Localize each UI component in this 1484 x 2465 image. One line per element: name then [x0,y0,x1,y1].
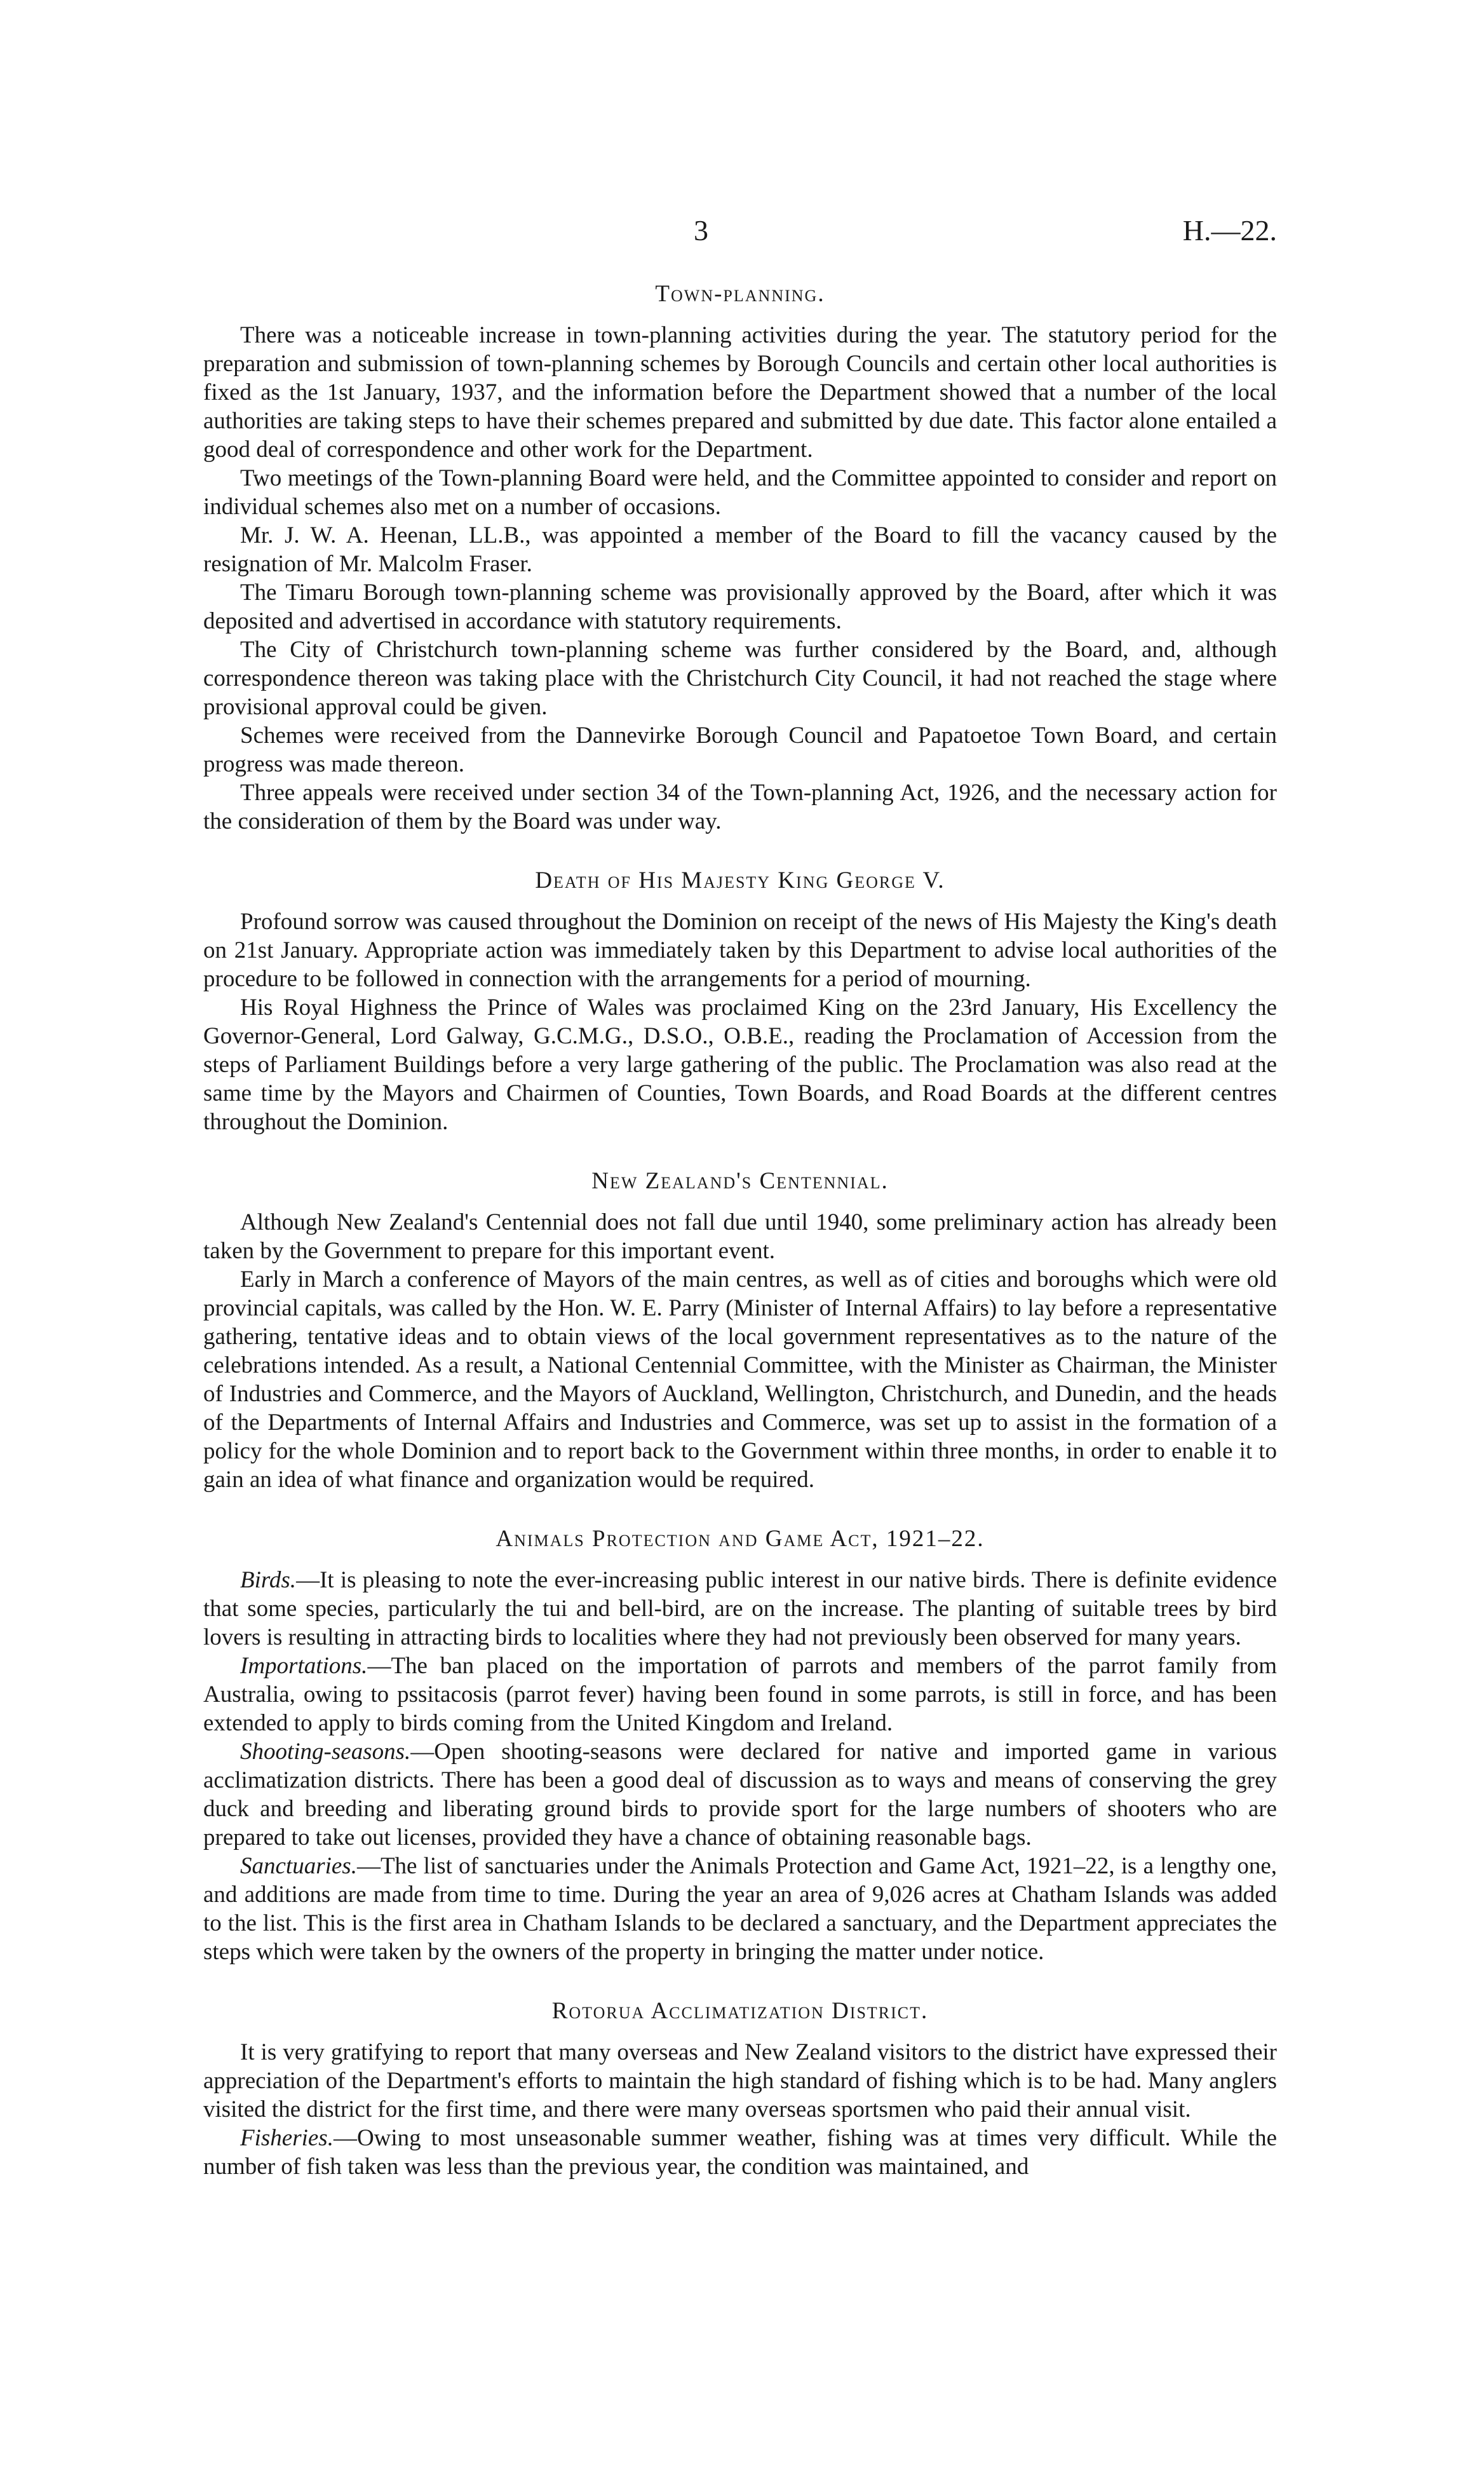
section-death-of-king [203,866,1277,1136]
paragraph-text: Three appeals were received under section 34 of the Town-planning Act, 1926, and the necessary action for the consideration of them by the Board was under way. [203,780,1277,834]
paragraph-text: Two meetings of the Town-planning Board were held, and the Committee appointed to consider and report on individual schemes also met on a number of occasions. [203,465,1277,520]
section-heading: Rotorua Acclimatization District. [551,1998,929,2024]
paragraph-text: It is very gratifying to report that many overseas and New Zealand visitors to the district have expressed their appreciation of the Department's efforts to maintain the high standard of fishing which is to be had. Many anglers visited the district for the first time, and there were many overseas sportsmen who paid their annual visit. [203,2039,1277,2122]
paragraph [203,464,1277,521]
paragraph-text: Although New Zealand's Centennial does not fall due until 1940, some preliminary action has already been taken by the Government to prepare for this important event. [203,1209,1277,1264]
paragraph [203,1652,1277,1737]
paragraph [203,521,1277,578]
paragraph-lead: Fisheries. [240,2125,334,2151]
section-animals-protection [203,1524,1277,1966]
paragraph-text: —Open shooting-seasons were declared for native and imported game in various acclimatization districts. There has been a good deal of discussion as to ways and means of conserving the grey duck and breeding and liberating ground birds to provide sport for the large numbers of shooters who are prepared to take out licenses, provided they have a chance of obtaining reasonable bags. [203,1739,1277,1850]
paragraph [203,321,1277,464]
paragraph-text: Schemes were received from the Dannevirke Borough Council and Papatoetoe Town Board, and certain progress was made thereon. [203,723,1277,777]
paragraph [203,2038,1277,2124]
section-centennial [203,1167,1277,1494]
document-reference: H.—22. [1182,214,1277,247]
paragraph-text: —The list of sanctuaries under the Animals Protection and Game Act, 1921–22, is a lengthy one, and additions are made from time to time. During the year an area of 9,026 acres at Chatham Islands was added to the list. This is the first area in Chatham Islands to be declared a sanctuary, and the Department appreciates the steps which were taken by the owners of the property in bringing the matter under notice. [203,1853,1277,1965]
paragraph-lead: Birds. [240,1567,297,1593]
paragraph [203,778,1277,836]
paragraph [203,721,1277,778]
paragraph-lead: Sanctuaries. [240,1853,357,1879]
paragraph-text: The City of Christchurch town-planning scheme was further considered by the Board, and, although correspondence thereon was taking place with the Christchurch City Council, it had not reached the stage where provisional approval could be given. [203,637,1277,720]
paragraph [203,635,1277,721]
paragraph [203,1208,1277,1265]
paragraph-text: —Owing to most unseasonable summer weather, fishing was at times very difficult. While the number of fish taken was less than the previous year, the condition was maintained, and [203,2125,1277,2180]
paragraph-text: —It is pleasing to note the ever-increasing public interest in our native birds. There is definite evidence that some species, particularly the tui and bell-bird, are on the increase. The planting of suitable trees by bird lovers is resulting in attracting birds to localities where they had not previously been observed for many years. [203,1567,1277,1650]
section-rotorua [203,1997,1277,2181]
paragraph [203,578,1277,635]
section-heading: Death of His Majesty King George V. [535,867,945,893]
paragraph-text: —The ban placed on the importation of parrots and members of the parrot family from Australia, owing to pssitacosis (parrot fever) having been found in some parrots, is still in force, and has been extended to apply to birds coming from the United Kingdom and Ireland. [203,1653,1277,1736]
paragraph-text: His Royal Highness the Prince of Wales was proclaimed King on the 23rd January, His Excellency the Governor-General, Lord Galway, G.C.M.G., D.S.O., O.B.E., reading the Proclamation of Accession from the steps of Parliament Buildings before a very large gathering of the public. The Proclamation was also read at the same time by the Mayors and Chairmen of Counties, Town Boards, and Road Boards at the different centres throughout the Dominion. [203,995,1277,1135]
section-heading: New Zealand's Centennial. [591,1168,889,1194]
paragraph-text: Early in March a conference of Mayors of the main centres, as well as of cities and boroughs which were old provincial capitals, was called by the Hon. W. E. Parry (Minister of Internal Affairs) to lay before a representative gathering, tentative ideas and to obtain views of the local government representatives as to the nature of the celebrations intended. As a result, a National Centennial Committee, with the Minister as Chairman, the Minister of Industries and Commerce, and the Mayors of Auckland, Wellington, Christchurch, and Dunedin, and the heads of the Departments of Internal Affairs and Industries and Commerce, was set up to assist in the formation of a policy for the whole Dominion and to report back to the Government within three months, in order to enable it to gain an idea of what finance and organization would be required. [203,1266,1277,1493]
paragraph [203,1566,1277,1652]
paragraph-text: Profound sorrow was caused throughout the Dominion on receipt of the news of His Majesty the King's death on 21st January. Appropriate action was immediately taken by this Department to advise local authorities of the procedure to be followed in connection with the arrangements for a period of mourning. [203,909,1277,992]
page-body [203,280,1277,2211]
paragraph [203,1265,1277,1494]
paragraph [203,993,1277,1136]
paragraph-text: There was a noticeable increase in town-planning activities during the year. The statutory period for the preparation and submission of town-planning schemes by Borough Councils and certain other local authorities is fixed as the 1st January, 1937, and the information before the Department showed that a number of the local authorities are taking steps to have their schemes prepared and submitted by due date. This factor alone entailed a good deal of correspondence and other work for the Department. [203,322,1277,463]
page-number: 3 [694,214,708,247]
paragraph [203,1852,1277,1966]
paragraph [203,2124,1277,2181]
paragraph [203,907,1277,993]
paragraph [203,1737,1277,1852]
paragraph-text: Mr. J. W. A. Heenan, LL.B., was appointed a member of the Board to fill the vacancy caused by the resignation of Mr. Malcolm Fraser. [203,522,1277,577]
paragraph-lead: Importations. [240,1653,368,1679]
section-town-planning [203,280,1277,836]
paragraph-lead: Shooting-seasons. [240,1739,411,1765]
section-heading: Animals Protection and Game Act, 1921–22. [496,1526,985,1552]
page-header [203,214,1277,258]
paragraph-text: The Timaru Borough town-planning scheme was provisionally approved by the Board, after which it was deposited and advertised in accordance with statutory requirements. [203,580,1277,634]
section-heading: Town-planning. [655,281,825,307]
